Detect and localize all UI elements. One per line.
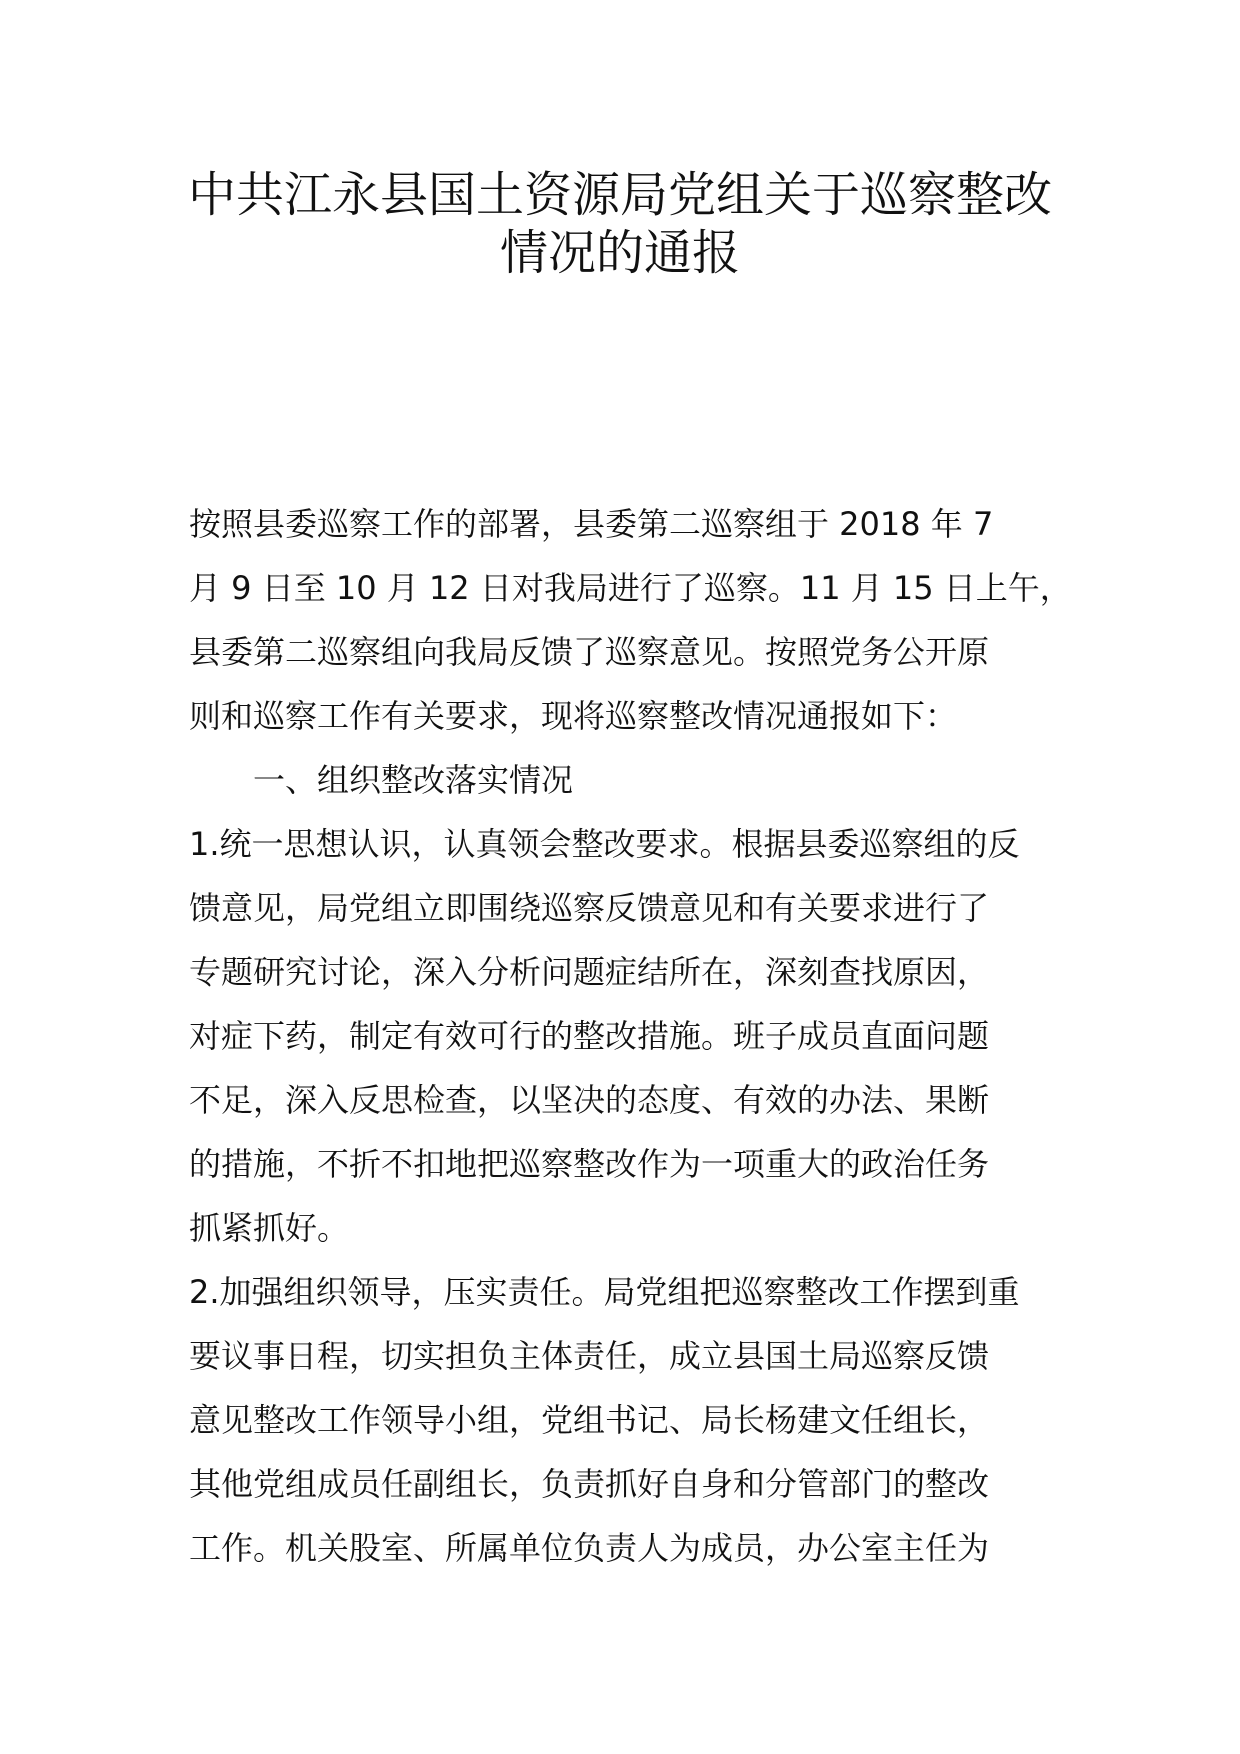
title-line-1: 中共江永县国土资源局党组关于巡察整改 [187,167,1052,223]
body-line: 工作。机关股室、所属单位负责人为成员，办公室主任为 [189,1529,990,1567]
body-line: 抓紧抓好。 [189,1209,350,1247]
body-line: 县委第二巡察组向我局反馈了巡察意见。按照党务公开原 [189,633,990,671]
body-line: 2.加强组织领导，压实责任。局党组把巡察整改工作摆到重 [189,1273,1020,1311]
section-heading: 一、组织整改落实情况 [253,761,574,799]
body-line: 意见整改工作领导小组，党组书记、局长杨建文任组长， [189,1401,990,1439]
document-body [189,492,1089,1580]
body-line: 不足，深入反思检查，以坚决的态度、有效的办法、果断 [189,1081,990,1119]
document-title [150,166,1090,282]
body-line: 的措施，不折不扣地把巡察整改作为一项重大的政治任务 [189,1145,990,1183]
body-line: 其他党组成员任副组长，负责抓好自身和分管部门的整改 [189,1465,990,1503]
body-line: 要议事日程，切实担负主体责任，成立县国土局巡察反馈 [189,1337,990,1375]
body-line: 馈意见，局党组立即围绕巡察反馈意见和有关要求进行了 [189,889,990,927]
title-line-2: 情况的通报 [499,225,740,281]
body-line: 专题研究讨论，深入分析问题症结所在，深刻查找原因， [189,953,990,991]
body-line: 则和巡察工作有关要求，现将巡察整改情况通报如下： [189,697,958,735]
body-line: 按照县委巡察工作的部署，县委第二巡察组于 2018 年 7 [189,505,994,543]
body-line: 1.统一思想认识，认真领会整改要求。根据县委巡察组的反 [189,825,1020,863]
body-line: 月 9 日至 10 月 12 日对我局进行了巡察。11 月 15 日上午， [189,569,1072,607]
body-line: 对症下药，制定有效可行的整改措施。班子成员直面问题 [189,1017,990,1055]
